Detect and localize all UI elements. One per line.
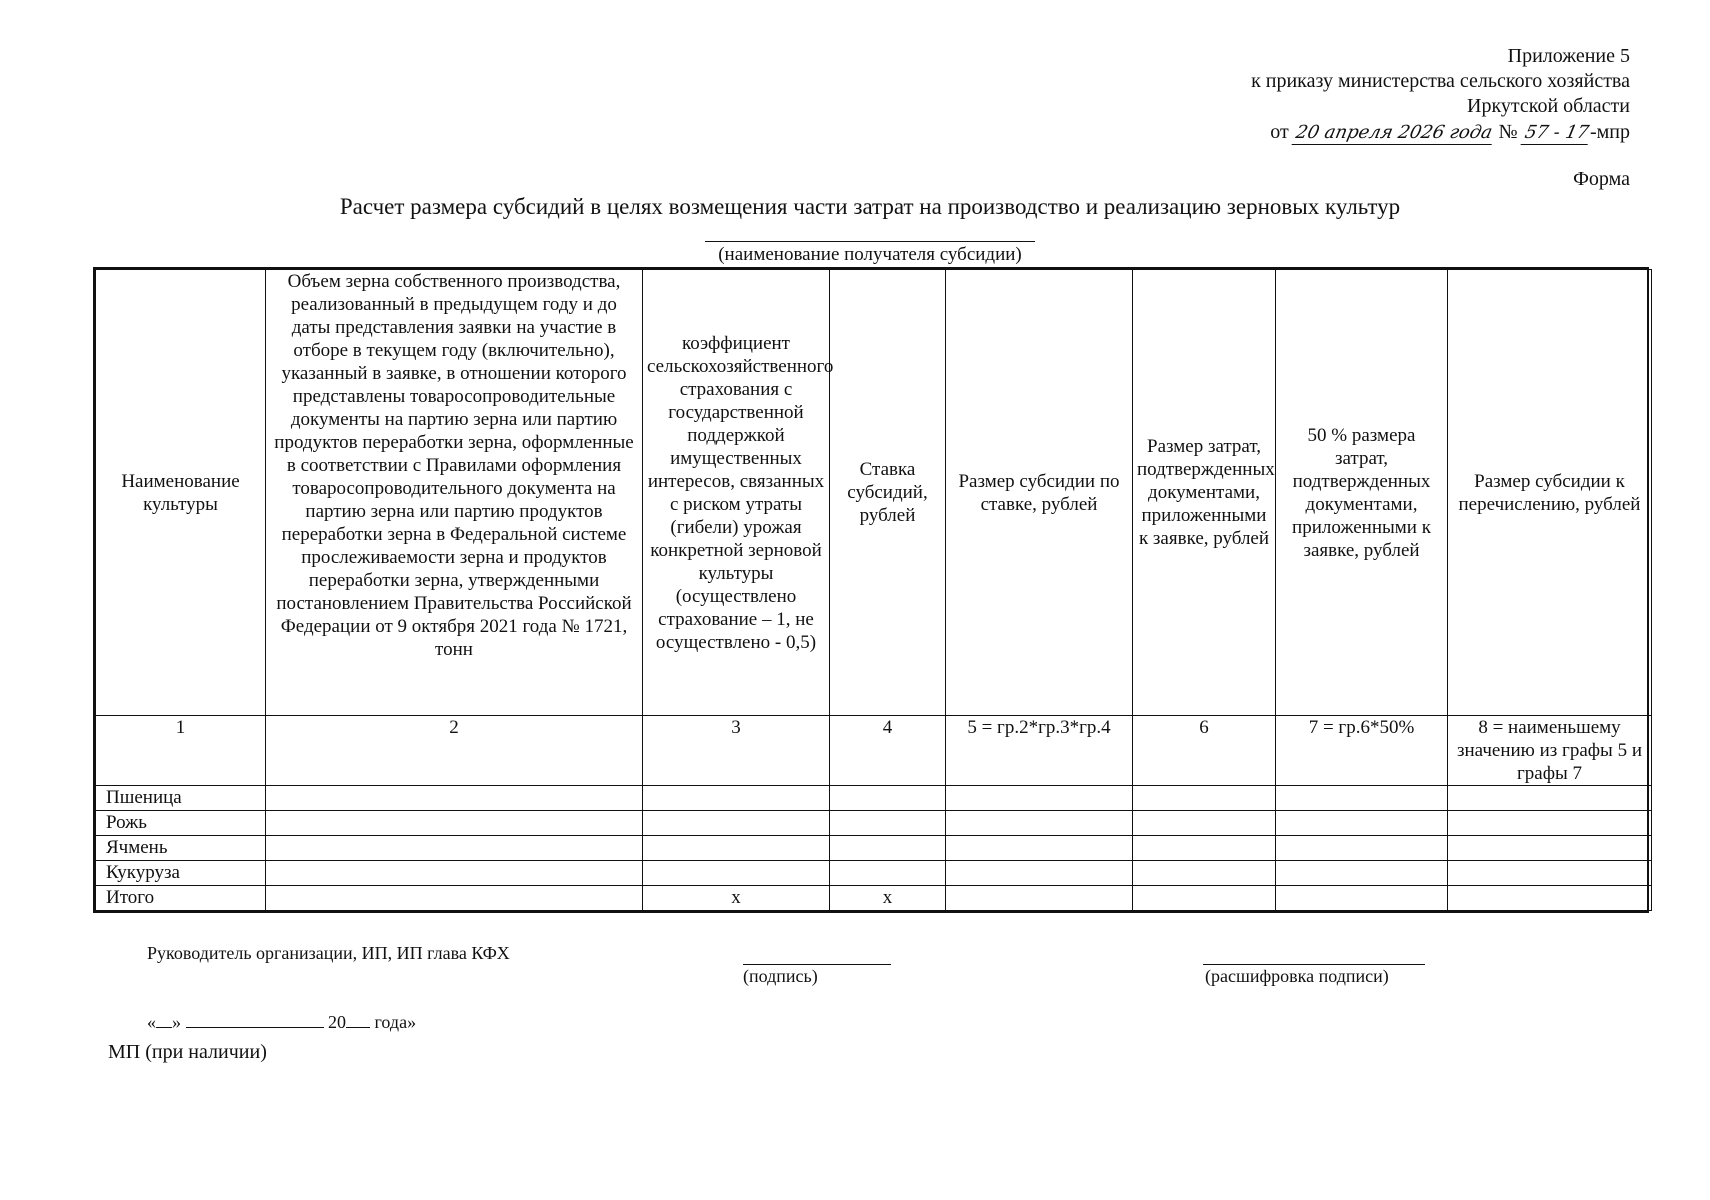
cell-costs[interactable] (1133, 861, 1276, 886)
signature-date-line (147, 1009, 416, 1033)
cell-rate[interactable] (830, 811, 946, 836)
cell-subsidy-payable[interactable] (1448, 886, 1652, 911)
numbering-cell: 1 (96, 716, 266, 786)
crop-name: Итого (96, 886, 266, 911)
crop-name: Рожь (96, 811, 266, 836)
cell-volume[interactable] (266, 836, 643, 861)
date-close-quote: » (172, 1012, 181, 1032)
header-cell: Размер затрат, подтвержденных документами, приложенными к заявке, рублей (1133, 270, 1276, 716)
handwritten-number: 57 - 17 (1520, 122, 1592, 145)
cell-coefficient: х (643, 886, 830, 911)
cell-subsidy-by-rate[interactable] (946, 886, 1133, 911)
signature-transcript-caption: (расшифровка подписи) (1205, 966, 1389, 986)
numbering-cell: 5 = гр.2*гр.3*гр.4 (946, 716, 1133, 786)
signature-caption: (подпись) (743, 966, 818, 986)
signature-transcript-line[interactable] (1203, 964, 1425, 965)
header-cell: Объем зерна собственного производства, реализованный в предыдущем году и до даты представления заявки на участие в отборе в текущем году (включительно), указанный в заявке, в отношении которого представлены товаросопроводительные документы на партию зерна или партию продуктов переработки зерна, оформленные в соответствии с Правилами оформления товаросопроводительного документа на партию зерна или партию продуктов переработки зерна в Федеральной системе прослеживаемости зерна и продуктов переработки зерна, утвержденными постановлением Правительства Российской Федерации от 9 октября 2021 года № 1721, тонн (266, 270, 643, 716)
month-blank[interactable] (186, 1009, 324, 1028)
cell-coefficient[interactable] (643, 811, 830, 836)
cell-rate[interactable] (830, 836, 946, 861)
day-blank[interactable] (156, 1009, 172, 1028)
cell-subsidy-by-rate[interactable] (946, 836, 1133, 861)
numbering-cell: 2 (266, 716, 643, 786)
number-suffix: -мпр (1589, 121, 1630, 143)
header-cell: Ставка субсидий, рублей (830, 270, 946, 716)
cell-costs[interactable] (1133, 811, 1276, 836)
cell-volume[interactable] (266, 811, 643, 836)
cell-subsidy-payable[interactable] (1448, 836, 1652, 861)
date-open-quote: « (147, 1012, 156, 1032)
table-row (96, 786, 1652, 811)
table-row (96, 811, 1652, 836)
document-title: Расчет размера субсидий в целях возмещения части затрат на производство и реализацию зерновых культур (339, 194, 1401, 219)
cell-subsidy-by-rate[interactable] (946, 861, 1133, 886)
cell-volume[interactable] (266, 786, 643, 811)
subsidy-table (93, 267, 1649, 913)
cell-subsidy-payable[interactable] (1448, 811, 1652, 836)
stamp-label: МП (при наличии) (108, 1041, 267, 1063)
numbering-cell: 8 = наименьшему значению из графы 5 и графы 7 (1448, 716, 1652, 786)
table-numbering-row (96, 716, 1652, 786)
order-line: к приказу министерства сельского хозяйства (1251, 70, 1630, 92)
appendix-label: Приложение 5 (1507, 45, 1630, 67)
cell-rate: х (830, 886, 946, 911)
cell-rate[interactable] (830, 861, 946, 886)
number-sign: № (1498, 121, 1518, 143)
cell-costs[interactable] (1133, 886, 1276, 911)
year-prefix: 20 (328, 1012, 346, 1032)
recipient-name-line (705, 241, 1035, 242)
table-row (96, 861, 1652, 886)
cell-subsidy-payable[interactable] (1448, 786, 1652, 811)
header-cell: коэффициент сельскохозяйственного страхования с государственной поддержкой имущественных интересов, связанных с риском утраты (гибели) урожая конкретной зерновой культуры (осуществлено страхование – 1, не осуществлено - 0,5) (643, 270, 830, 716)
form-label: Форма (1573, 168, 1630, 190)
cell-costs[interactable] (1133, 836, 1276, 861)
header-cell: Размер субсидии к перечислению, рублей (1448, 270, 1652, 716)
year-blank[interactable] (346, 1009, 370, 1028)
table-total-row (96, 886, 1652, 911)
header-cell: Размер субсидии по ставке, рублей (946, 270, 1133, 716)
numbering-cell: 4 (830, 716, 946, 786)
cell-rate[interactable] (830, 786, 946, 811)
header-cell: 50 % размера затрат, подтвержденных документами, приложенными к заявке, рублей (1276, 270, 1448, 716)
cell-half-costs[interactable] (1276, 786, 1448, 811)
signature-line[interactable] (743, 964, 891, 965)
cell-half-costs[interactable] (1276, 886, 1448, 911)
cell-coefficient[interactable] (643, 861, 830, 886)
cell-volume[interactable] (266, 861, 643, 886)
cell-volume[interactable] (266, 886, 643, 911)
cell-coefficient[interactable] (643, 786, 830, 811)
cell-half-costs[interactable] (1276, 836, 1448, 861)
cell-coefficient[interactable] (643, 836, 830, 861)
handwritten-date: 20 апреля 2026 года (1291, 122, 1496, 145)
table-header-row (96, 270, 1652, 716)
cell-subsidy-by-rate[interactable] (946, 811, 1133, 836)
numbering-cell: 6 (1133, 716, 1276, 786)
table-row (96, 836, 1652, 861)
header-cell: Наименование культуры (96, 270, 266, 716)
signatory-role: Руководитель организации, ИП, ИП глава КФХ (147, 943, 510, 963)
crop-name: Ячмень (96, 836, 266, 861)
order-date-line (1270, 120, 1630, 145)
numbering-cell: 3 (643, 716, 830, 786)
cell-half-costs[interactable] (1276, 811, 1448, 836)
recipient-caption: (наименование получателя субсидии) (718, 244, 1022, 265)
cell-subsidy-by-rate[interactable] (946, 786, 1133, 811)
cell-half-costs[interactable] (1276, 861, 1448, 886)
document-header (1251, 44, 1630, 119)
numbering-cell: 7 = гр.6*50% (1276, 716, 1448, 786)
region-line: Иркутской области (1467, 95, 1630, 117)
crop-name: Кукуруза (96, 861, 266, 886)
cell-costs[interactable] (1133, 786, 1276, 811)
year-suffix: года» (374, 1012, 417, 1032)
cell-subsidy-payable[interactable] (1448, 861, 1652, 886)
date-prefix: от (1270, 121, 1289, 143)
crop-name: Пшеница (96, 786, 266, 811)
